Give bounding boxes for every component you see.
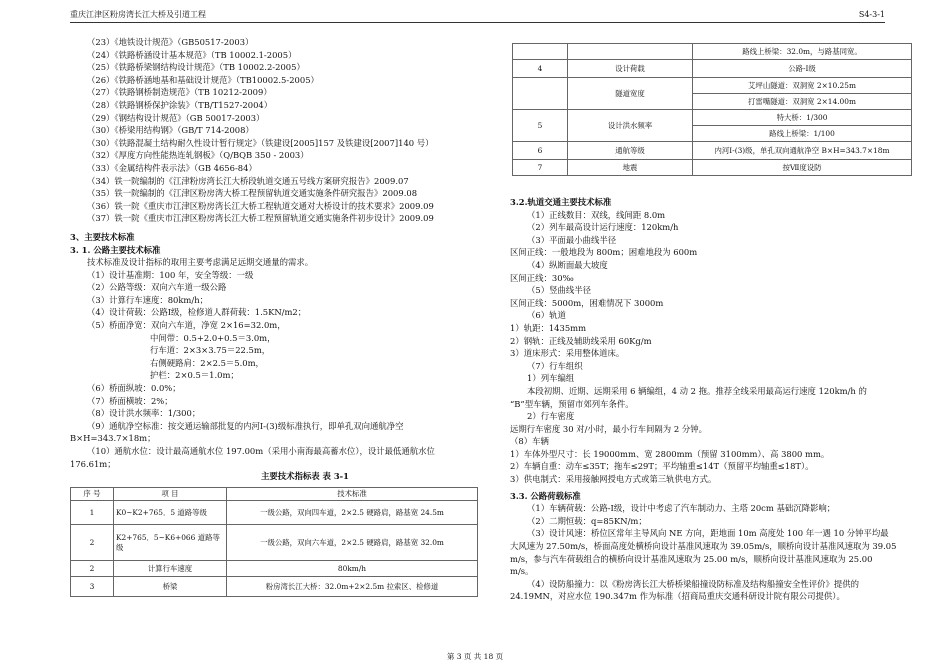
left-column <box>70 36 480 483</box>
reference-list <box>70 36 480 225</box>
list-item: m/s。 <box>510 566 534 577</box>
list-item: 2）行车密度 <box>527 411 575 422</box>
list-item-continued: 176.61m； <box>70 458 116 469</box>
table-cell: 艾坪山隧道：双洞宽 2×10.25m <box>693 78 912 94</box>
list-item: （10）通航水位：设计最高通航水位 197.00m（采用小南海最高蓄水位），设计最低通航水位 <box>87 446 435 456</box>
list-item: （2）公路等级：双向六车道一级公路 <box>87 282 227 293</box>
list-item: （5）竖曲线半径 <box>527 285 591 296</box>
table-row <box>513 110 912 126</box>
table-cell: 设计洪水频率 <box>568 110 693 142</box>
reference-item: （23）《地铁设计规范》（GB50517-2003） <box>87 37 254 47</box>
table-cell: 一级公路，双向六车道，2×2.5 硬路肩，路基宽 32.0m <box>227 525 478 561</box>
table-cell: 2 <box>71 561 114 577</box>
list-item: （4）纵断面最大坡度 <box>527 259 608 270</box>
table-cell: 1 <box>71 501 114 525</box>
list-item: 区间正线：30‰ <box>510 272 574 283</box>
list-item: m/s，参与汽车荷载组合的横桥向设计基准风速取为 25.00 m/s，顺桥向设计基准风速取为 25.00 <box>510 553 873 564</box>
list-item: （7）行车组织 <box>527 360 583 371</box>
list-item: （2）二期恒载：q=85KN/m； <box>527 515 647 526</box>
reference-item: （28）《铁路钢桥保护涂装》（TB/T1527-2004） <box>87 99 273 110</box>
table-cell: 4 <box>513 60 568 78</box>
table-cell: 内河Ⅰ-(3)级，单孔双向通航净空 B×H=343.7×18m <box>693 142 912 160</box>
list-item: （4）设计荷载：公路Ⅰ级，检修道人群荷载：1.5KN/m2； <box>87 307 307 318</box>
table-cell: 一级公路，双向四车道，2×2.5 硬路肩，路基宽 24.5m <box>227 501 478 525</box>
document-title: 重庆江津区粉房湾长江大桥及引道工程 <box>70 10 206 19</box>
sub-item: 护栏：2×0.5＝1.0m； <box>150 370 239 381</box>
table-cell <box>513 78 568 110</box>
table-cell: 路线上桥梁：32.0m，与路基同宽。 <box>693 44 912 60</box>
table-cell <box>568 44 693 60</box>
list-item: 大风速为 27.50m/s，桥面高度处横桥向设计基准风速取为 39.05m/s，顺桥向设计基准风速取为 39.05 <box>510 541 897 552</box>
reference-item: （24）《铁路桥涵设计基本规范》（TB 10002.1-2005） <box>87 49 297 60</box>
table-cell: 粉房湾长江大桥：32.0m+2×2.5m 拉索区、检修道 <box>227 577 478 597</box>
section-heading-3-2: 3.2.轨道交通主要技术标准 <box>510 197 612 207</box>
table-row <box>513 44 912 60</box>
reference-item: （36）铁一院《重庆市江津区粉房湾长江大桥工程轨道交通对大桥设计的技术要求》2009.09 <box>87 200 434 211</box>
list-item: 本段初期、近期、远期采用 6 辆编组，4 动 2 拖。推荐全线采用最高运行速度 120km/h 的 <box>527 385 867 396</box>
list-item-continued: B×H=343.7×18m； <box>70 433 156 444</box>
load-standard-list <box>510 502 910 603</box>
list-item: （1）正线数目：双线，线间距 8.0m <box>527 209 666 220</box>
table-cell: 5 <box>513 110 568 142</box>
table-cell: 2 <box>71 525 114 561</box>
reference-item: （37）铁一院《重庆市江津区粉房湾长江大桥工程预留轨道交通实施条件初步设计》2009.09 <box>87 213 434 224</box>
table-row <box>71 525 478 561</box>
table-cell: 打雷嘴隧道：双洞宽 2×14.00m <box>693 94 912 110</box>
table-caption: 主要技术指标表 表 3-1 <box>261 471 349 482</box>
table-cell: 6 <box>513 142 568 160</box>
right-column <box>510 196 910 603</box>
list-item: 2）钢轨：正线及辅助线采用 60Kg/m <box>510 335 652 346</box>
list-item: “B”型车辆，预留市郊列车条件。 <box>510 398 634 409</box>
table-header-row <box>71 488 478 501</box>
list-item: 远期行车密度 30 对/小时，最小行车间隔为 2 分钟。 <box>510 423 707 434</box>
technical-indicator-table <box>70 487 478 597</box>
list-item: 区间正线：一般地段为 800m；困难地段为 600m <box>510 247 698 258</box>
list-item: （9）通航净空标准：按交通运输部批复的内河Ⅰ-(3)级标准执行，即单孔双向通航净空 <box>87 420 404 431</box>
table-cell: 地震 <box>568 160 693 176</box>
list-item: （3）平面最小曲线半径 <box>527 234 617 245</box>
list-item: 3）供电制式：采用接触网授电方式或第三轨供电方式。 <box>510 474 717 485</box>
sub-item: 中间带：0.5+2.0+0.5＝3.0m， <box>150 332 276 343</box>
page-header <box>70 8 885 23</box>
reference-item: （35）铁一院编制的《江津区粉房湾大桥工程预留轨道交通实施条件研究报告》2009.08 <box>87 188 418 199</box>
table-header-cell: 序 号 <box>71 488 114 501</box>
reference-item: （30）《铁路混凝土结构耐久性设计暂行规定》（铁建设[2005]157 及铁建设[2007]140 号） <box>87 137 434 148</box>
table-cell: 80km/h <box>227 561 478 577</box>
table-cell: 公路-Ⅰ级 <box>693 60 912 78</box>
rail-standard-list <box>510 209 910 486</box>
table-cell: 按Ⅶ度设防 <box>693 160 912 176</box>
list-item: （8）设计洪水频率：1/300； <box>87 408 201 419</box>
list-item: 1）车体外型尺寸：长 19000mm、宽 2800mm（预留 3100mm）、高 3800 mm。 <box>510 448 830 459</box>
table-cell: 3 <box>71 577 114 597</box>
list-item: 1）轨距：1435mm <box>510 322 587 333</box>
table-cell: 计算行车速度 <box>114 561 227 577</box>
table-row <box>71 577 478 597</box>
reference-item: （30）《桥梁用结构钢》（GB/T 714-2008） <box>87 125 254 136</box>
table-header-cell: 技术标准 <box>227 488 478 501</box>
table-row <box>71 561 478 577</box>
table-cell: K2+765．5~K6+066 道路等级 <box>114 525 227 561</box>
list-item: 3）道床形式：采用整体道床。 <box>510 348 625 359</box>
section-heading-3-3: 3.3. 公路荷载标准 <box>510 490 581 501</box>
table-row <box>513 78 912 94</box>
reference-item: （27）《铁路钢桥制造规范》（TB 10212-2009） <box>87 87 272 98</box>
reference-item: （33）《金属结构件表示法》（GB 4656-84） <box>87 162 257 173</box>
reference-item: （29）《钢结构设计规范》（GB 50017-2003） <box>87 112 265 123</box>
table-row <box>71 501 478 525</box>
list-item: （4）设防船撞力：以《粉房湾长江大桥桥梁船撞设防标准及结构船撞安全性评价》提供的 <box>527 578 859 589</box>
table-cell: 路线上桥梁：1/100 <box>693 126 912 142</box>
document-code: S4-3-1 <box>858 10 885 19</box>
list-item: （5）桥面净宽：双向六车道，净宽 2×16=32.0m， <box>87 320 286 331</box>
sub-item: 行车道：2×3×3.75＝22.5m， <box>150 345 271 356</box>
reference-item: （26）《铁路桥涵地基和基础设计规范》（TB10002.5-2005） <box>87 74 319 85</box>
table-cell: K0~K2+765．5 道路等级 <box>114 501 227 525</box>
table-cell <box>513 44 568 60</box>
page-number: 第 3 页 共 18 页 <box>446 652 504 661</box>
reference-item: （25）《铁路桥梁钢结构设计规范》（TB 10002.2-2005） <box>87 62 305 73</box>
list-item: 1）列车编组 <box>527 373 575 384</box>
list-item: （6）轨道 <box>527 310 566 321</box>
list-item: （1）车辆荷载：公路-Ⅰ级，设计中考虑了汽车制动力、主塔 20cm 基础沉降影响； <box>527 503 836 514</box>
section-heading-3-1: 3. 1. 公路主要技术标准 <box>70 244 161 255</box>
table-cell: 桥梁 <box>114 577 227 597</box>
list-item: 区间正线：5000m，困难情况下 3000m <box>510 297 664 308</box>
table-row <box>513 142 912 160</box>
list-item: （7）桥面横坡：2%； <box>87 395 173 406</box>
reference-item: （32）《厚度方向性能热连轧钢板》（Q/BQB 350 - 2003） <box>87 150 309 161</box>
table-cell: 通航等级 <box>568 142 693 160</box>
list-item: （6）桥面纵坡：0.0%； <box>87 383 181 394</box>
technical-indicator-table-continued <box>512 43 912 176</box>
table-cell: 隧道宽度 <box>568 78 693 110</box>
list-item: 2）车辆自重：动车≤35T；拖车≤29T；平均轴重≤14T（预留平均轴重≤18T）。 <box>510 461 814 472</box>
table-cell: 7 <box>513 160 568 176</box>
list-item: （2）列车最高设计运行速度：120km/h <box>527 222 679 233</box>
list-item: （3）计算行车速度：80km/h； <box>87 294 208 305</box>
table-cell: 特大桥：1/300 <box>693 110 912 126</box>
reference-item: （34）铁一院编制的《江津粉房湾长江大桥段轨道交通五号线方案研究报告》2009.07 <box>87 175 409 186</box>
table-header-cell: 项 目 <box>114 488 227 501</box>
table-cell: 设计荷载 <box>568 60 693 78</box>
paragraph: 技术标准及设计指标的取用主要考虑满足远期交通量的需求。 <box>87 257 314 268</box>
list-item: （8）车辆 <box>510 436 549 447</box>
list-item: （3）设计风速：桥位区常年主导风向 NE 方向，距地面 10m 高度处 100 年一遇 10 分钟平均最 <box>527 528 889 539</box>
sub-item: 右侧硬路肩：2×2.5＝5.0m， <box>150 357 264 368</box>
section-heading-3: 3、主要技术标准 <box>70 231 135 242</box>
list-item: （1）设计基准期：100 年，安全等级：一级 <box>87 269 254 280</box>
list-item: 24.19MN，对应水位 190.347m 作为标准（招商局重庆交通科研设计院有限公司提供）。 <box>510 591 845 602</box>
table-row <box>513 160 912 176</box>
table-row <box>513 60 912 78</box>
